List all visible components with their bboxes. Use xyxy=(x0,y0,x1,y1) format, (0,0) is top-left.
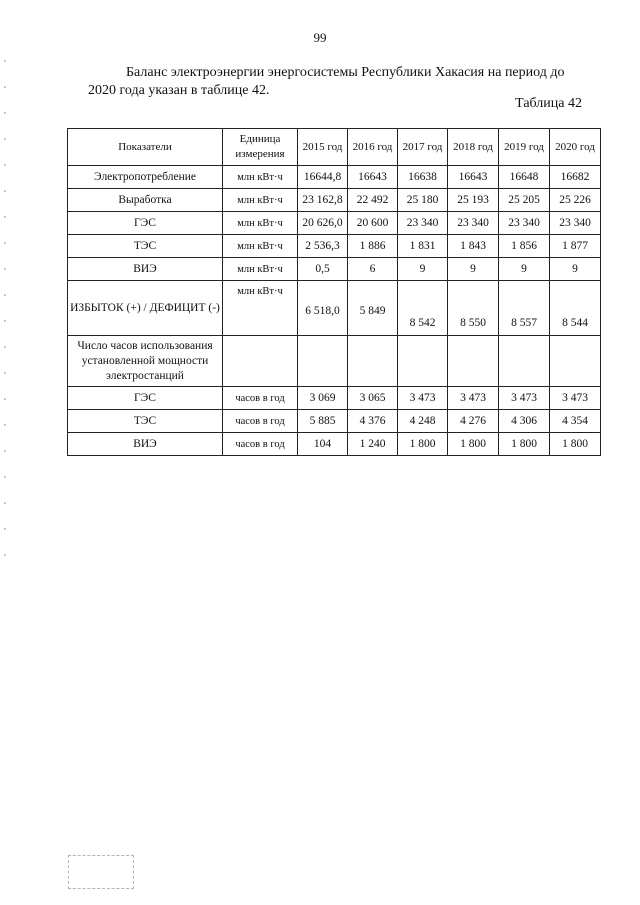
header-unit: Единица измерения xyxy=(223,129,298,166)
row-value: 104 xyxy=(298,433,348,456)
row-value: 25 180 xyxy=(398,189,448,212)
row-value xyxy=(348,336,398,387)
table-row-thermal-generation xyxy=(68,235,601,258)
row-unit: млн кВт·ч xyxy=(223,258,298,281)
row-value: 4 248 xyxy=(398,410,448,433)
row-value: 16643 xyxy=(348,166,398,189)
row-metric: Число часов использования установленной мощности электростанций xyxy=(68,336,223,387)
header-year: 2016 год xyxy=(348,129,398,166)
row-unit: млн кВт·ч xyxy=(223,281,298,336)
row-unit: часов в год xyxy=(223,410,298,433)
row-unit: млн кВт·ч xyxy=(223,235,298,258)
row-value: 8 542 xyxy=(398,281,448,336)
row-metric: ГЭС xyxy=(68,387,223,410)
row-value: 23 340 xyxy=(550,212,601,235)
row-value: 20 600 xyxy=(348,212,398,235)
row-value: 1 800 xyxy=(448,433,499,456)
row-value xyxy=(550,336,601,387)
row-value: 9 xyxy=(499,258,550,281)
table-row-renewable-hours xyxy=(68,433,601,456)
table-row-hydro-generation xyxy=(68,212,601,235)
row-value: 3 065 xyxy=(348,387,398,410)
table-caption: Таблица 42 xyxy=(515,96,582,111)
row-value: 23 340 xyxy=(398,212,448,235)
row-value: 9 xyxy=(398,258,448,281)
row-metric: ТЭС xyxy=(68,410,223,433)
row-value: 4 276 xyxy=(448,410,499,433)
row-value: 8 544 xyxy=(550,281,601,336)
table-row-consumption xyxy=(68,166,601,189)
header-metric: Показатели xyxy=(68,129,223,166)
table-row-surplus-deficit xyxy=(68,281,601,336)
row-value: 1 800 xyxy=(550,433,601,456)
row-value xyxy=(448,336,499,387)
row-value: 9 xyxy=(448,258,499,281)
scan-margin-marks xyxy=(4,60,7,580)
row-value: 1 886 xyxy=(348,235,398,258)
row-value: 1 856 xyxy=(499,235,550,258)
row-value: 6 xyxy=(348,258,398,281)
row-value: 16682 xyxy=(550,166,601,189)
archive-stamp xyxy=(68,855,134,889)
row-unit: млн кВт·ч xyxy=(223,212,298,235)
row-metric: ИЗБЫТОК (+) / ДЕФИЦИТ (-) xyxy=(68,281,223,336)
row-value: 23 162,8 xyxy=(298,189,348,212)
row-value: 3 473 xyxy=(499,387,550,410)
row-value: 8 557 xyxy=(499,281,550,336)
row-metric: ГЭС xyxy=(68,212,223,235)
page-number: 99 xyxy=(313,30,327,45)
row-value: 8 550 xyxy=(448,281,499,336)
row-value: 1 843 xyxy=(448,235,499,258)
row-value: 22 492 xyxy=(348,189,398,212)
row-value xyxy=(298,336,348,387)
header-year: 2018 год xyxy=(448,129,499,166)
table-row-thermal-hours xyxy=(68,410,601,433)
row-value: 4 306 xyxy=(499,410,550,433)
row-unit: млн кВт·ч xyxy=(223,189,298,212)
row-value: 16638 xyxy=(398,166,448,189)
table-header-row xyxy=(68,129,601,166)
header-year: 2019 год xyxy=(499,129,550,166)
table-row-hydro-hours xyxy=(68,387,601,410)
row-value: 5 885 xyxy=(298,410,348,433)
row-value: 16643 xyxy=(448,166,499,189)
table-row-renewable-generation xyxy=(68,258,601,281)
row-metric: ВИЭ xyxy=(68,258,223,281)
row-value: 1 877 xyxy=(550,235,601,258)
row-value: 4 376 xyxy=(348,410,398,433)
row-value: 0,5 xyxy=(298,258,348,281)
row-unit: часов в год xyxy=(223,387,298,410)
row-value: 9 xyxy=(550,258,601,281)
row-value: 20 626,0 xyxy=(298,212,348,235)
energy-balance-table xyxy=(67,128,601,456)
row-value: 23 340 xyxy=(499,212,550,235)
row-value: 1 800 xyxy=(398,433,448,456)
row-value: 16644,8 xyxy=(298,166,348,189)
table-row-hours-section xyxy=(68,336,601,387)
row-unit: часов в год xyxy=(223,433,298,456)
row-metric: Выработка xyxy=(68,189,223,212)
row-value: 25 205 xyxy=(499,189,550,212)
row-value: 1 240 xyxy=(348,433,398,456)
row-value: 23 340 xyxy=(448,212,499,235)
row-value: 25 226 xyxy=(550,189,601,212)
row-value: 2 536,3 xyxy=(298,235,348,258)
table-row-generation xyxy=(68,189,601,212)
row-value: 3 473 xyxy=(448,387,499,410)
row-value: 5 849 xyxy=(348,281,398,336)
row-value: 1 831 xyxy=(398,235,448,258)
row-value: 1 800 xyxy=(499,433,550,456)
row-unit xyxy=(223,336,298,387)
intro-paragraph: Баланс электроэнергии энергосистемы Республики Хакасия на период до 2020 года указан в таблице 42. xyxy=(88,65,565,98)
header-year: 2015 год xyxy=(298,129,348,166)
header-year: 2017 год xyxy=(398,129,448,166)
row-value: 25 193 xyxy=(448,189,499,212)
row-metric: ТЭС xyxy=(68,235,223,258)
row-value: 16648 xyxy=(499,166,550,189)
row-value: 6 518,0 xyxy=(298,281,348,336)
header-year: 2020 год xyxy=(550,129,601,166)
row-value: 3 069 xyxy=(298,387,348,410)
row-metric: ВИЭ xyxy=(68,433,223,456)
row-value xyxy=(499,336,550,387)
row-value: 3 473 xyxy=(550,387,601,410)
row-value: 3 473 xyxy=(398,387,448,410)
row-unit: млн кВт·ч xyxy=(223,166,298,189)
row-value: 4 354 xyxy=(550,410,601,433)
row-value xyxy=(398,336,448,387)
row-metric: Электропотребление xyxy=(68,166,223,189)
